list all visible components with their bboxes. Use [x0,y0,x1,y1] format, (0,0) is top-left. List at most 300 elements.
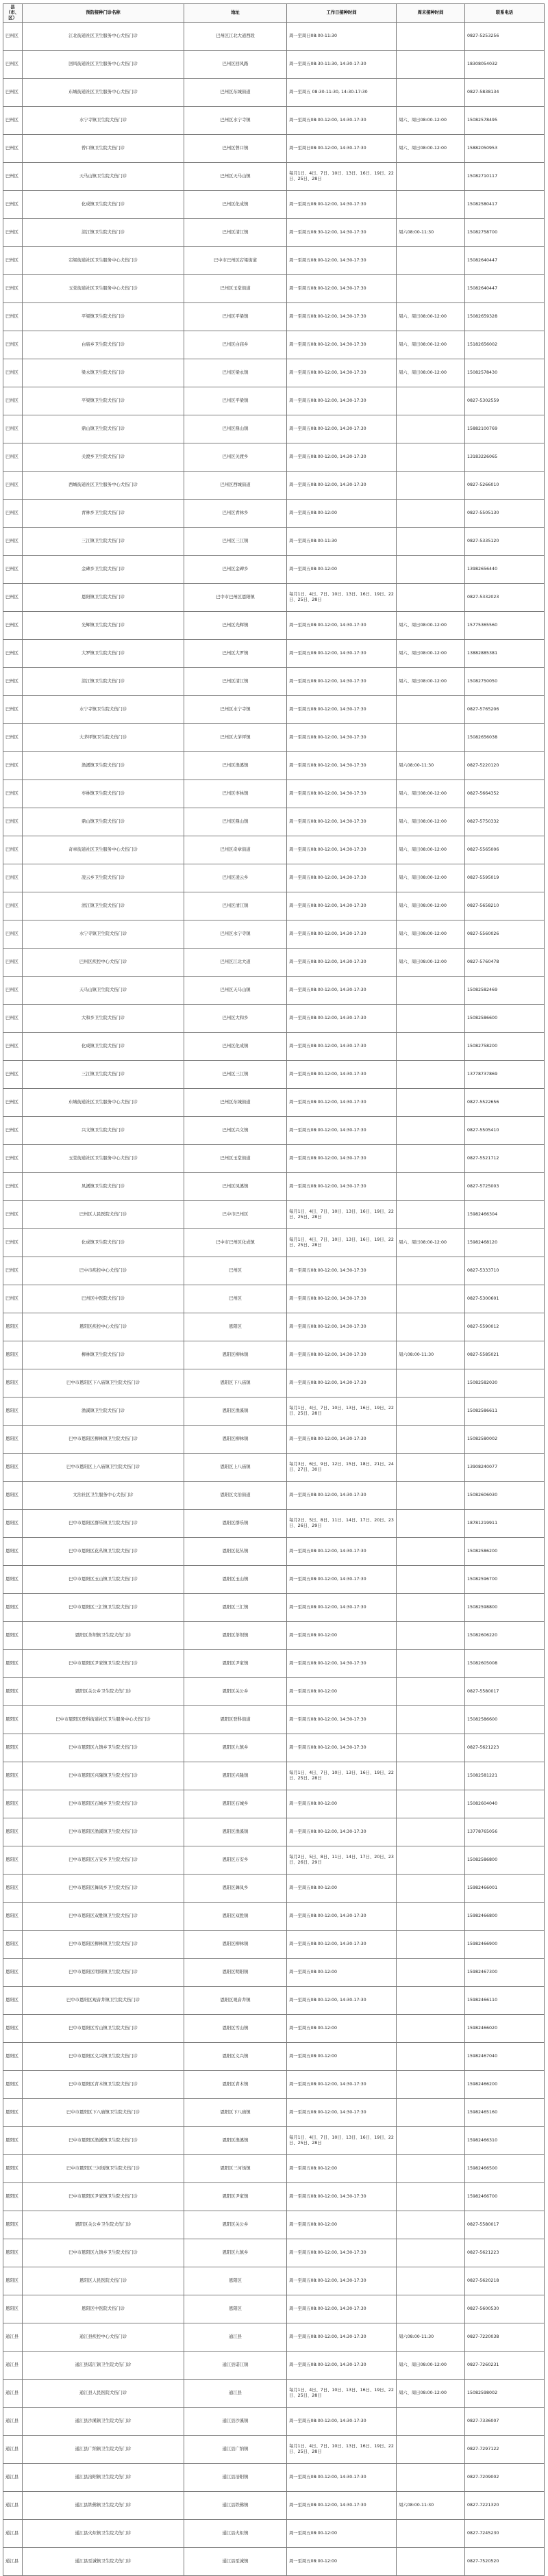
district-cell: 通江县 [3,2379,23,2407]
table-row [3,1228,545,1257]
weekday-hours-cell: 每月3日、6日、9日、12日、15日、18日、21日、24日、27日、30日 [287,1453,397,1481]
phone-cell: 15982468120 [465,1228,545,1257]
weekend-hours-cell [397,1453,465,1481]
weekday-hours-cell: 周一至周五08:00-12:00, 14:30-17:30 [287,808,397,836]
phone-cell: 15082580002 [465,1425,545,1453]
phone-cell: 0827-7221320 [465,2491,545,2519]
clinic-name-cell: 巴中市恩阳区下八庙镇卫生院犬伤门诊 [23,1369,184,1397]
weekend-hours-cell [397,2098,465,2126]
clinic-name-cell: 巴中市恩阳区尹家镇卫生院犬伤门诊 [23,2182,184,2211]
phone-cell: 0827-5600530 [465,2295,545,2323]
district-cell: 巴州区 [3,162,23,190]
phone-cell: 15982465160 [465,2098,545,2126]
phone-cell: 15082640447 [465,246,545,274]
header-clinic: 预防接种门诊名称 [23,4,184,23]
weekend-hours-cell [397,2463,465,2491]
clinic-name-cell: 西城街道社区卫生服务中心犬伤门诊 [23,471,184,499]
clinic-name-cell: 大罗镇卫生院犬伤门诊 [23,639,184,667]
district-cell: 巴州区 [3,555,23,583]
address-cell: 通江县诺江镇 [184,2351,287,2379]
clinic-name-cell: 天马山镇卫生院犬伤门诊 [23,976,184,1004]
weekday-hours-cell: 周一至周五08:00-12:00, 14:30-17:30 [287,190,397,218]
address-cell: 通江县至诚镇 [184,2547,287,2575]
phone-cell: 0827-7336007 [465,2407,545,2435]
address-cell: 巴州区三江镇 [184,527,287,555]
table-row [3,611,545,639]
table-row [3,2379,545,2407]
clinic-name-cell: 平梁镇卫生院犬伤门诊 [23,387,184,415]
weekday-hours-cell: 周一至周日08:00-12:00, 14:30-17:30 [287,134,397,162]
clinic-name-cell: 东城街道社区卫生服务中心犬伤门诊 [23,78,184,106]
address-cell: 巴州区平梁镇 [184,387,287,415]
table-row [3,695,545,723]
clinic-name-cell: 化成镇卫生院犬伤门诊 [23,1032,184,1060]
address-cell: 恩阳区花丛镇 [184,1537,287,1565]
address-cell: 巴州区东城街道 [184,78,287,106]
address-cell: 恩阳区雪山镇 [184,2014,287,2042]
weekend-hours-cell [397,1481,465,1509]
phone-cell: 15882050953 [465,134,545,162]
table-row [3,2126,545,2154]
clinic-name-cell: 通江县火炬镇卫生院犬伤门诊 [23,2519,184,2547]
clinic-name-cell: 通江县涪阳镇卫生院犬伤门诊 [23,2463,184,2491]
phone-cell: 0827-7209002 [465,2463,545,2491]
phone-cell: 15082586600 [465,1705,545,1734]
weekend-hours-cell [397,1397,465,1425]
district-cell: 恩阳区 [3,1453,23,1481]
weekend-hours-cell: 周六、周日08:00-12:00 [397,611,465,639]
weekend-hours-cell [397,1172,465,1200]
weekday-hours-cell: 周一至周五08:00-12:00 [287,2042,397,2070]
address-cell: 巴州区凌云乡 [184,864,287,892]
weekend-hours-cell [397,1509,465,1537]
weekday-hours-cell: 周一至周五08:00-12:00, 14:30-17:30 [287,1116,397,1144]
address-cell: 恩阳区渔溪镇 [184,1397,287,1425]
clinic-name-cell: 宕梁街道社区卫生服务中心犬伤门诊 [23,246,184,274]
table-row [3,1734,545,1762]
address-cell: 恩阳区三河场镇 [184,2154,287,2182]
header-district: 县（市、区） [3,4,23,23]
table-row [3,1144,545,1172]
weekday-hours-cell: 每月1日、4日、7日、10日、13日、16日、19日、22日、25日、28日 [287,1200,397,1228]
table-row [3,1172,545,1200]
clinic-name-cell: 巴中市恩阳区渔溪镇卫生院犬伤门诊 [23,1818,184,1846]
address-cell: 巴州区水宁寺镇 [184,106,287,134]
phone-cell: 15082596700 [465,1565,545,1593]
weekday-hours-cell: 周一至周五 08:30-11:30, 14:30-17:30 [287,78,397,106]
table-row [3,723,545,751]
vaccination-clinic-sheet [3,3,544,2576]
phone-cell: 15982467300 [465,1958,545,1986]
phone-cell: 0827-5664352 [465,780,545,808]
table-row [3,1032,545,1060]
clinic-name-cell: 奇章街道社区卫生服务中心犬伤门诊 [23,836,184,864]
weekend-hours-cell [397,1874,465,1902]
address-cell: 巴州区梁永镇 [184,359,287,387]
weekend-hours-cell: 周六08:00-11:30 [397,2491,465,2519]
weekend-hours-cell: 周六、周日08:00-12:00 [397,892,465,920]
address-cell: 巴州区鼎山镇 [184,808,287,836]
clinic-name-cell: 兴文镇卫生院犬伤门诊 [23,1116,184,1144]
district-cell: 巴州区 [3,134,23,162]
address-cell: 巴州区西城街道 [184,471,287,499]
weekend-hours-cell [397,2239,465,2267]
table-row [3,1509,545,1537]
phone-cell: 18308054032 [465,50,545,78]
phone-cell: 15082604040 [465,1790,545,1818]
weekday-hours-cell: 周一至周五08:00-12:00, 14:30-17:30 [287,331,397,359]
weekday-hours-cell: 周一至周五08:00-12:00, 14:30-17:30 [287,920,397,948]
weekday-hours-cell: 周一至周五08:00-12:00 [287,1677,397,1705]
weekday-hours-cell: 周一至周五08:00-12:00, 14:30-17:30 [287,611,397,639]
district-cell: 恩阳区 [3,2182,23,2211]
weekday-hours-cell: 每月1日、4日、7日、10日、13日、16日、19日、22日、25日、28日 [287,2379,397,2407]
phone-cell: 15982466304 [465,1200,545,1228]
table-row [3,218,545,246]
weekend-hours-cell [397,1621,465,1649]
weekday-hours-cell: 周一至周五08:00-12:00 [287,1958,397,1986]
weekend-hours-cell [397,246,465,274]
weekday-hours-cell: 周一至周五08:00-12:00, 14:30-17:30 [287,1902,397,1930]
weekday-hours-cell: 周一至周五08:00-12:00, 14:30-17:30 [287,1986,397,2014]
address-cell: 恩阳区关公乡 [184,1677,287,1705]
weekend-hours-cell: 周六、周日08:00-12:00 [397,864,465,892]
phone-cell: 0827-5560026 [465,920,545,948]
weekend-hours-cell [397,527,465,555]
address-cell: 恩阳区义兴镇 [184,2042,287,2070]
weekend-hours-cell [397,723,465,751]
district-cell: 恩阳区 [3,1790,23,1818]
address-cell: 巴州区青林乡 [184,499,287,527]
address-cell: 通江县 [184,2323,287,2351]
table-header-row [3,4,545,23]
weekday-hours-cell: 周一至周五08:30-11:30, 14:30-17:30 [287,50,397,78]
weekday-hours-cell: 周一至周五08:00-12:00, 14:30-17:30 [287,2463,397,2491]
weekend-hours-cell [397,1565,465,1593]
address-cell: 通江县火炬镇 [184,2519,287,2547]
district-cell: 巴州区 [3,892,23,920]
weekday-hours-cell: 周一至周五08:00-12:00 [287,555,397,583]
table-row [3,892,545,920]
clinic-name-cell: 通江县诺江镇卫生院犬伤门诊 [23,2351,184,2379]
district-cell: 恩阳区 [3,2126,23,2154]
district-cell: 巴州区 [3,527,23,555]
address-cell: 巴州区白庙乡 [184,331,287,359]
weekend-hours-cell: 周六、周日08:00-12:00 [397,948,465,976]
weekday-hours-cell: 周一至周五08:00-12:00, 14:30-17:30 [287,976,397,1004]
weekend-hours-cell [397,1425,465,1453]
phone-cell: 15082659328 [465,302,545,331]
address-cell: 巴州区光辉镇 [184,611,287,639]
clinic-name-cell: 巴州区疾控中心犬伤门诊 [23,948,184,976]
phone-cell: 15082606030 [465,1481,545,1509]
weekend-hours-cell [397,1537,465,1565]
district-cell: 通江县 [3,2491,23,2519]
weekend-hours-cell [397,2519,465,2547]
district-cell: 巴州区 [3,190,23,218]
weekday-hours-cell: 每月1日、4日、7日、10日、13日、16日、19日、22日、25日、28日 [287,583,397,611]
phone-cell: 0827-5621223 [465,2239,545,2267]
clinic-name-cell: 水宁寺镇卫生院犬伤门诊 [23,695,184,723]
district-cell: 通江县 [3,2435,23,2463]
table-row [3,1537,545,1565]
phone-cell: 15982466310 [465,2126,545,2154]
address-cell: 通江县铁佛镇 [184,2491,287,2519]
table-row [3,2182,545,2211]
clinic-name-cell: 巴中市恩阳区登科街道社区卫生服务中心犬伤门诊 [23,1705,184,1734]
table-row [3,780,545,808]
weekday-hours-cell: 周一至周五08:00-12:00, 14:30-17:30 [287,1481,397,1509]
phone-cell: 0827-7220038 [465,2323,545,2351]
weekday-hours-cell: 周一至周五08:00-12:00, 14:30-17:30 [287,836,397,864]
address-cell: 恩阳区茶坝镇 [184,1621,287,1649]
weekday-hours-cell: 周一至周五08:00-12:00, 14:30-17:30 [287,2323,397,2351]
district-cell: 巴州区 [3,1172,23,1200]
weekend-hours-cell: 周六08:00-11:30 [397,218,465,246]
clinic-name-cell: 金碑乡卫生院犬伤门诊 [23,555,184,583]
weekend-hours-cell [397,1116,465,1144]
address-cell: 恩阳区 [184,1313,287,1341]
weekend-hours-cell: 周六、周日08:00-12:00 [397,331,465,359]
district-cell: 巴州区 [3,751,23,780]
clinic-name-cell: 通江县疾控中心犬伤门诊 [23,2323,184,2351]
address-cell: 巴州区金碑乡 [184,555,287,583]
phone-cell: 0827-5332023 [465,583,545,611]
district-cell: 恩阳区 [3,1986,23,2014]
clinic-name-cell: 巴州区人民医院犬伤门诊 [23,1200,184,1228]
weekday-hours-cell: 周一至周五08:00-12:00, 14:30-17:30 [287,1930,397,1958]
weekend-hours-cell: 周六、周日08:00-12:00 [397,302,465,331]
header-weekend: 周末接种时间 [397,4,465,23]
weekday-hours-cell: 周一至周五08:00-12:00, 14:30-17:30 [287,2239,397,2267]
address-cell: 恩阳区九镇乡 [184,1734,287,1762]
district-cell: 巴州区 [3,78,23,106]
district-cell: 巴州区 [3,471,23,499]
weekday-hours-cell: 周一至周五08:00-12:00, 14:30-17:30 [287,751,397,780]
table-row [3,836,545,864]
phone-cell: 15982466110 [465,1986,545,2014]
address-cell: 恩阳区登科街道 [184,1705,287,1734]
district-cell: 巴州区 [3,583,23,611]
weekend-hours-cell [397,274,465,302]
clinic-name-cell: 枣林镇卫生院犬伤门诊 [23,780,184,808]
district-cell: 巴州区 [3,611,23,639]
clinic-name-cell: 通江县人民医院犬伤门诊 [23,2379,184,2407]
district-cell: 巴州区 [3,302,23,331]
district-cell: 巴州区 [3,50,23,78]
weekend-hours-cell [397,1285,465,1313]
table-row [3,78,545,106]
weekend-hours-cell [397,1818,465,1846]
phone-cell: 15082758700 [465,218,545,246]
address-cell: 巴州区清江镇 [184,892,287,920]
address-cell: 巴州区水宁寺镇 [184,695,287,723]
district-cell: 恩阳区 [3,1958,23,1986]
phone-cell: 13882885381 [465,639,545,667]
district-cell: 恩阳区 [3,1649,23,1677]
address-cell: 巴州区水宁寺镇 [184,920,287,948]
address-cell: 通江县 [184,2379,287,2407]
clinic-name-cell: 凌云乡卫生院犬伤门诊 [23,864,184,892]
address-cell: 恩阳区九镇乡 [184,2239,287,2267]
phone-cell: 0827-5725003 [465,1172,545,1200]
weekend-hours-cell [397,190,465,218]
table-row [3,1088,545,1116]
district-cell: 巴州区 [3,1116,23,1144]
phone-cell: 15982466900 [465,1930,545,1958]
district-cell: 恩阳区 [3,1313,23,1341]
weekend-hours-cell: 周六、周日08:00-12:00 [397,667,465,695]
weekday-hours-cell: 周一至周五08:00-12:00 [287,2154,397,2182]
weekday-hours-cell: 周一至周五08:00-12:00, 14:30-17:30 [287,1285,397,1313]
district-cell: 通江县 [3,2519,23,2547]
weekday-hours-cell: 周一至周五08:00-12:00, 14:30-17:30 [287,2070,397,2098]
table-row [3,1649,545,1677]
phone-cell: 0827-5580017 [465,2211,545,2239]
district-cell: 恩阳区 [3,2295,23,2323]
district-cell: 巴州区 [3,695,23,723]
phone-cell: 0827-5620218 [465,2267,545,2295]
address-cell: 巴州区凤溪镇 [184,1172,287,1200]
phone-cell: 15082578495 [465,106,545,134]
phone-cell: 0827-5253256 [465,22,545,50]
clinic-name-cell: 玉堂街道社区卫生服务中心犬伤门诊 [23,1144,184,1172]
weekend-hours-cell: 周六08:00-11:30 [397,751,465,780]
phone-cell: 0827-5522656 [465,1088,545,1116]
phone-cell: 15082581221 [465,1762,545,1790]
table-row [3,1257,545,1285]
address-cell: 巴中市巴州区化成镇 [184,1228,287,1257]
weekend-hours-cell [397,1846,465,1874]
table-row [3,1004,545,1032]
table-row [3,1397,545,1425]
weekday-hours-cell: 每月1日、4日、7日、10日、13日、16日、19日、22日、25日、28日 [287,2126,397,2154]
clinic-name-cell: 鼎山镇卫生院犬伤门诊 [23,808,184,836]
weekday-hours-cell: 周一至周五08:00-12:00, 14:30-17:30 [287,1425,397,1453]
weekend-hours-cell [397,583,465,611]
address-cell: 巴州区奇章街道 [184,836,287,864]
table-row [3,274,545,302]
clinic-name-cell: 回风街道社区卫生服务中心犬伤门诊 [23,50,184,78]
district-cell: 恩阳区 [3,1705,23,1734]
weekend-hours-cell [397,2435,465,2463]
weekday-hours-cell: 周一至周五08:00-12:00, 14:30-17:30 [287,2098,397,2126]
weekday-hours-cell: 周一至周五08:00-12:00, 14:30-17:30 [287,1032,397,1060]
weekend-hours-cell [397,78,465,106]
table-row [3,1369,545,1397]
table-row [3,2547,545,2575]
table-row [3,2014,545,2042]
address-cell: 巴州区玉堂街道 [184,1144,287,1172]
phone-cell: 15882100769 [465,415,545,443]
weekend-hours-cell [397,443,465,471]
clinic-name-cell: 巴中市恩阳区双胜镇卫生院犬伤门诊 [23,1902,184,1930]
weekday-hours-cell: 周一至周五08:00-12:00, 14:30-17:30 [287,1537,397,1565]
address-cell: 巴州区三江镇 [184,1060,287,1088]
table-row [3,134,545,162]
weekday-hours-cell: 周一至周五08:00-12:00, 14:30-17:30 [287,2351,397,2379]
weekday-hours-cell: 周一至周五08:00-12:00, 14:30-17:30 [287,1313,397,1341]
phone-cell: 15082582030 [465,1369,545,1397]
weekday-hours-cell: 周一至周五08:00-12:00 [287,2547,397,2575]
weekend-hours-cell [397,1677,465,1705]
district-cell: 恩阳区 [3,1537,23,1565]
header-hours: 工作日接种时间 [287,4,397,23]
address-cell: 恩阳区 [184,2267,287,2295]
clinic-name-cell: 水宁寺镇卫生院犬伤门诊 [23,106,184,134]
address-cell: 恩阳区青木镇 [184,2070,287,2098]
phone-cell: 0827-5585021 [465,1341,545,1369]
weekend-hours-cell [397,2070,465,2098]
district-cell: 恩阳区 [3,1902,23,1930]
clinic-name-cell: 恩阳区疾控中心犬伤门诊 [23,1313,184,1341]
clinic-name-cell: 关渡乡卫生院犬伤门诊 [23,443,184,471]
address-cell: 恩阳区柳林镇 [184,1930,287,1958]
table-row [3,2154,545,2182]
phone-cell: 15982466200 [465,2070,545,2098]
weekend-hours-cell [397,1958,465,1986]
clinic-name-cell: 鼎山镇卫生院犬伤门诊 [23,415,184,443]
phone-cell: 0827-5220120 [465,751,545,780]
weekday-hours-cell: 周一至周五08:00-12:00, 14:30-17:30 [287,106,397,134]
phone-cell: 13908240077 [465,1453,545,1481]
district-cell: 巴州区 [3,387,23,415]
weekend-hours-cell [397,2211,465,2239]
table-row [3,22,545,50]
table-row [3,1565,545,1593]
district-cell: 恩阳区 [3,1677,23,1705]
address-cell: 巴州区清江镇 [184,218,287,246]
clinic-name-cell: 清江镇卫生院犬伤门诊 [23,892,184,920]
weekday-hours-cell: 周一至周五08:00-12:00 [287,1790,397,1818]
phone-cell: 15982466001 [465,1874,545,1902]
address-cell: 巴中市巴州区宕梁街道 [184,246,287,274]
phone-cell: 0827-7297122 [465,2435,545,2463]
address-cell: 恩阳区渔溪镇 [184,1818,287,1846]
district-cell: 恩阳区 [3,1734,23,1762]
header-phone: 联系电话 [465,4,545,23]
district-cell: 巴州区 [3,246,23,274]
table-row [3,2042,545,2070]
district-cell: 巴州区 [3,1032,23,1060]
phone-cell: 15082580417 [465,190,545,218]
table-row [3,1313,545,1341]
table-row [3,1453,545,1481]
weekday-hours-cell: 周一至周日08:00-11:30 [287,22,397,50]
table-row [3,2267,545,2295]
address-cell: 巴州区 [184,1257,287,1285]
phone-cell: 15082656038 [465,723,545,751]
address-cell: 恩阳区尹家镇 [184,1649,287,1677]
address-cell: 巴州区东城街道 [184,1088,287,1116]
clinic-name-cell: 巴中市恩阳区三汇镇卫生院犬伤门诊 [23,1593,184,1621]
weekend-hours-cell [397,1593,465,1621]
clinic-name-cell: 巴中市恩阳区柳林镇卫生院犬伤门诊 [23,1425,184,1453]
district-cell: 通江县 [3,2463,23,2491]
clinic-name-cell: 平梁镇卫生院犬伤门诊 [23,302,184,331]
clinic-name-cell: 巴中市恩阳区上八庙镇卫生院犬伤门诊 [23,1453,184,1481]
clinic-name-cell: 巴中市恩阳区万安乡卫生院犬伤门诊 [23,1846,184,1874]
district-cell: 巴州区 [3,864,23,892]
clinic-name-cell: 通江县铁佛镇卫生院犬伤门诊 [23,2491,184,2519]
district-cell: 恩阳区 [3,1846,23,1874]
clinic-name-cell: 巴中市恩阳区渔溪镇卫生院犬伤门诊 [23,2126,184,2154]
district-cell: 巴州区 [3,1200,23,1228]
table-row [3,583,545,611]
table-row [3,1341,545,1369]
table-row [3,1677,545,1705]
weekday-hours-cell: 周一至周五08:00-12:00, 14:30-17:30 [287,695,397,723]
